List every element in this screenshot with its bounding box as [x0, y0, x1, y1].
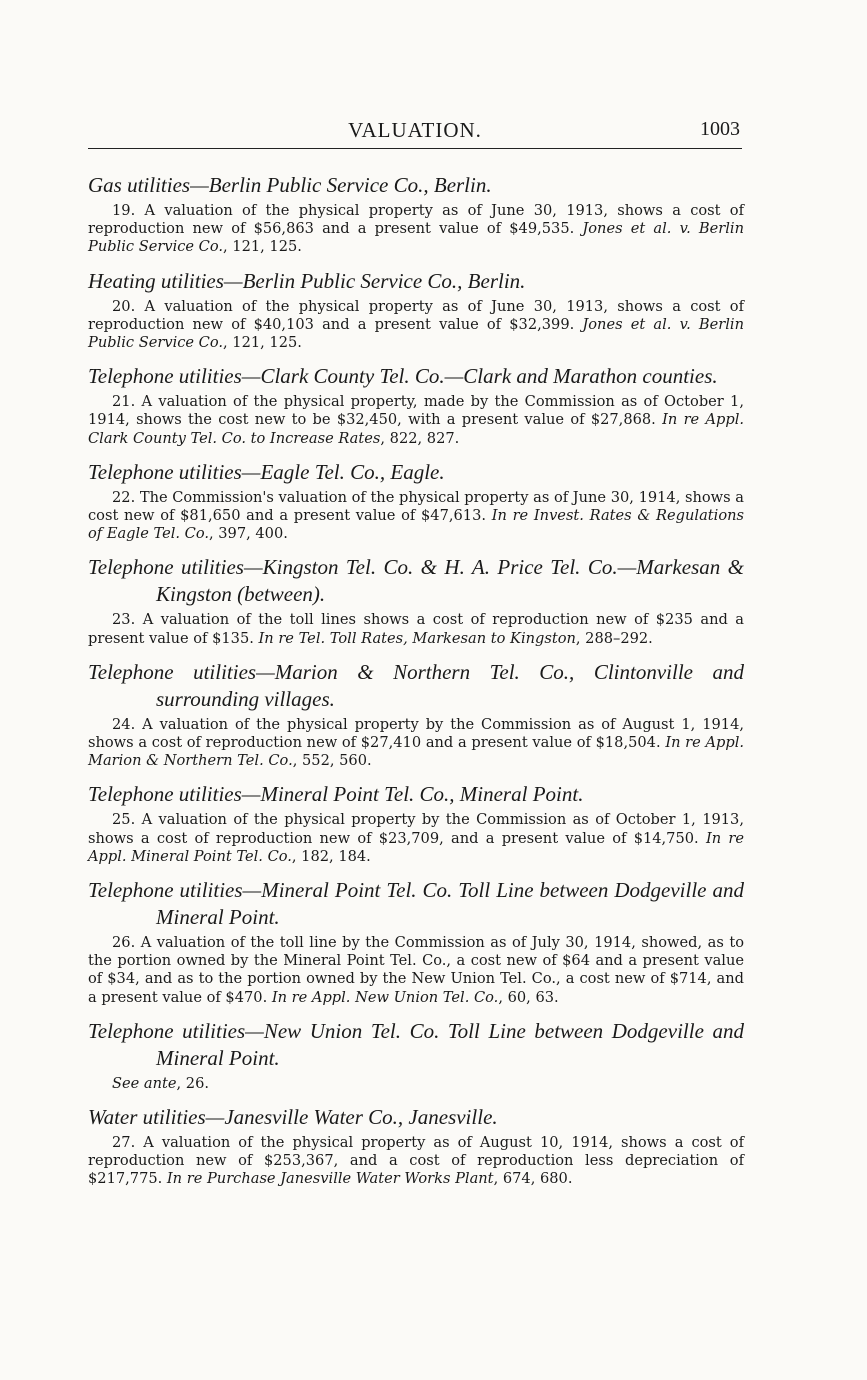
entry-heading: Heating utilities—Berlin Public Service Co., Berlin.	[88, 268, 526, 293]
entry-ref: , 397, 400.	[208, 525, 288, 543]
entry-citation: Jones et al. v. Berlin Public Service Co.	[88, 315, 744, 352]
entry-20	[88, 268, 744, 353]
entry-text	[88, 1134, 744, 1189]
entry-citation: In re Appl. Mineral Point Tel. Co.	[88, 829, 745, 865]
entry-body: 24. A valuation of the physical property by the Commission as of August 1, 1914, shows a cost of reproduction new of $27,410 and a present value of $18,504.	[88, 715, 744, 752]
entry-text	[88, 489, 744, 544]
entry-19	[88, 172, 744, 257]
entry-text	[88, 934, 744, 1007]
entry-body: 21. A valuation of the physical property, made by the Commission as of October 1, 1914, shows the cost new to be $32,450, with a present value of $27,868.	[88, 393, 744, 429]
entry-22	[88, 459, 744, 544]
entry-text	[88, 393, 744, 448]
entry-citation: Jones et al. v. Berlin Public Service Co.	[88, 220, 744, 256]
entry-ref: , 288–292.	[575, 629, 653, 647]
entry-body: 19. A valuation of the physical property as of June 30, 1913, shows a cost of reproduction new of $56,863 and a present value of $49,535.	[88, 202, 744, 238]
running-head	[88, 118, 742, 149]
entry-citation: In re Purchase Janesville Water Works Plant	[166, 1170, 494, 1188]
entry-citation: In re Invest. Rates & Regulations of Eagle Tel. Co.	[88, 507, 744, 543]
entry-text	[88, 611, 744, 647]
entry-ref: , 121, 125.	[223, 334, 302, 352]
entry-text	[88, 202, 744, 257]
entry-heading: Telephone utilities—Marion & Northern Tel. Co., Clintonville and surrounding villages.	[88, 659, 744, 711]
entry-citation: In re Appl. Marion & Northern Tel. Co.	[88, 734, 745, 770]
entry-23	[88, 554, 744, 647]
entry-body: 25. A valuation of the physical property by the Commission as of October 1, 1913, shows a cost of reproduction new of $23,709, and a present value of $14,750.	[88, 811, 744, 847]
entry-ref: , 822, 827.	[380, 429, 460, 447]
entry-heading: Telephone utilities—Mineral Point Tel. Co., Mineral Point.	[88, 782, 584, 807]
entry-heading: Gas utilities—Berlin Public Service Co., Berlin.	[88, 173, 492, 197]
entry-body: 27. A valuation of the physical property as of August 10, 1914, shows a cost of reproduction new of $253,367, and a cost of reproduction less depreciation of $217,775.	[88, 1134, 744, 1188]
entry-body: 22. The Commission's valuation of the physical property as of June 30, 1914, shows a cost new of $81,650 and a present value of $47,613.	[88, 488, 744, 525]
entry-text	[88, 1075, 744, 1093]
entry-heading: Telephone utilities—Mineral Point Tel. Co. Toll Line between Dodgeville and Mineral Point.	[88, 878, 744, 930]
entry-citation: In re Appl. Clark County Tel. Co. to Increase Rates	[88, 411, 745, 447]
entry-body: 23. A valuation of the toll lines shows a cost of reproduction new of $235 and a present value of $135.	[88, 611, 744, 647]
entry-ref: , 552, 560.	[292, 752, 372, 770]
entry-citation: See ante	[112, 1074, 177, 1092]
entry-ref: , 60, 63.	[498, 988, 559, 1006]
entry-24	[88, 659, 744, 771]
entry-text	[88, 811, 744, 866]
page-number: 1003	[700, 118, 740, 140]
entries	[88, 172, 744, 1200]
entry-ref: , 121, 125.	[223, 238, 302, 256]
entry-see-ante	[88, 1018, 744, 1093]
entry-heading: Telephone utilities—New Union Tel. Co. Toll Line between Dodgeville and Mineral Point.	[88, 1018, 744, 1070]
entry-27	[88, 1104, 744, 1189]
entry-body: 20. A valuation of the physical property as of June 30, 1913, shows a cost of reproduction new of $40,103 and a present value of $32,399.	[88, 297, 744, 333]
entry-ref: , 26.	[176, 1074, 210, 1092]
entry-text	[88, 298, 744, 353]
entry-text	[88, 716, 744, 771]
entry-heading: Telephone utilities—Eagle Tel. Co., Eagle.	[88, 459, 445, 484]
entry-21	[88, 363, 744, 448]
entry-ref: , 674, 680.	[493, 1170, 573, 1188]
entry-25	[88, 781, 744, 866]
entry-citation: In re Appl. New Union Tel. Co.	[271, 988, 499, 1006]
entry-26	[88, 877, 744, 1007]
entry-ref: , 182, 184.	[291, 847, 371, 865]
entry-heading: Telephone utilities—Clark County Tel. Co.—Clark and Marathon counties.	[88, 364, 718, 389]
entry-citation: In re Tel. Toll Rates, Markesan to Kingston	[258, 629, 576, 647]
entry-heading: Telephone utilities—Kingston Tel. Co. & H. A. Price Tel. Co.—Markesan & Kingston (between).	[88, 555, 744, 607]
running-head-title: VALUATION.	[348, 118, 482, 142]
entry-body: 26. A valuation of the toll line by the Commission as of July 30, 1914, showed, as to the portion owned by the Mineral Point Tel. Co., a cost new of $64 and a present value of $34, and as to the portion owned by the New Union Tel. Co., a cost new of $714, and a present value of $470.	[88, 934, 744, 1006]
entry-heading: Water utilities—Janesville Water Co., Janesville.	[88, 1105, 498, 1130]
